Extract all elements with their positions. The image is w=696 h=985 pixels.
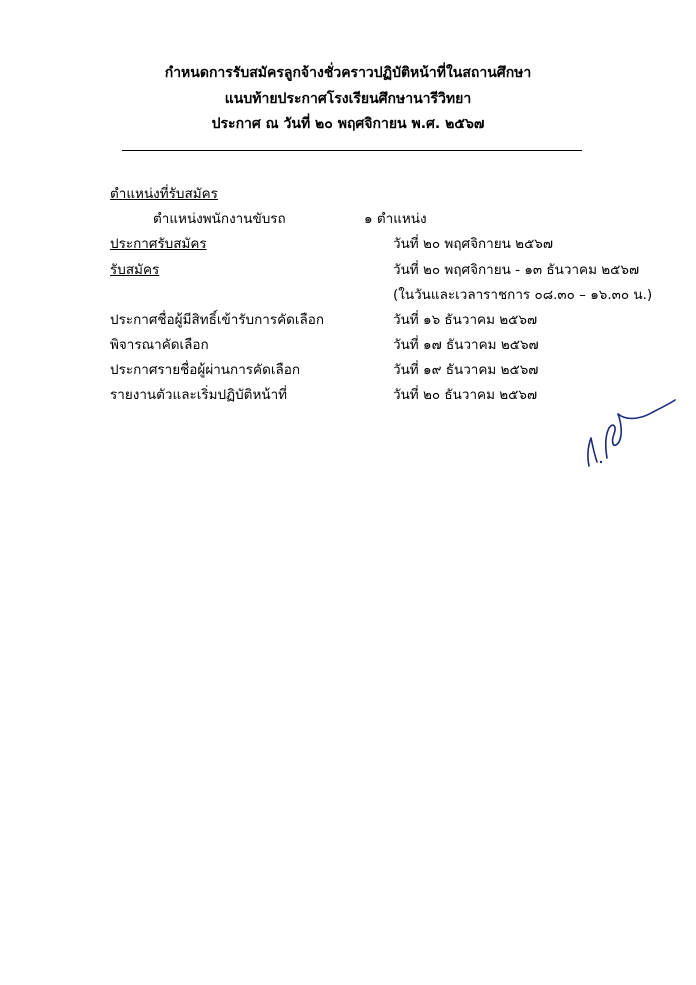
schedule-date: วันที่ ๒๐ พฤศจิกายน ๒๕๖๗ — [393, 236, 554, 252]
schedule-label: รายงานตัวและเริ่มปฏิบัติหน้าที่ — [110, 387, 288, 403]
position-name: ตำแหน่งพนักงานขับรถ — [153, 211, 286, 227]
schedule-date: วันที่ ๑๙ ธันวาคม ๒๕๖๗ — [393, 362, 539, 378]
schedule-date: วันที่ ๒๐ ธันวาคม ๒๕๖๗ — [393, 387, 538, 403]
document-title-line-3: ประกาศ ณ วันที่ ๒๐ พฤศจิกายน พ.ศ. ๒๕๖๗ — [211, 116, 485, 132]
document-title-line-1: กำหนดการรับสมัครลูกจ้างชั่วคราวปฏิบัติหน้าที่ในสถานศึกษา — [164, 65, 532, 81]
schedule-label: ประกาศชื่อผู้มีสิทธิ์เข้ารับการคัดเลือก — [110, 312, 325, 328]
schedule-label: ประกาศรับสมัคร — [110, 236, 207, 252]
position-heading: ตำแหน่งที่รับสมัคร — [110, 186, 218, 202]
position-count: ๑ ตำแหน่ง — [364, 211, 427, 227]
schedule-label: พิจารณาคัดเลือก — [110, 337, 209, 353]
document-title-line-2: แนบท้ายประกาศโรงเรียนศึกษานารีวิทยา — [224, 91, 472, 107]
schedule-date: วันที่ ๒๐ พฤศจิกายน - ๑๓ ธันวาคม ๒๕๖๗ — [393, 262, 640, 278]
schedule-label: รับสมัคร — [110, 262, 160, 278]
schedule-date: วันที่ ๑๖ ธันวาคม ๒๕๖๗ — [393, 312, 538, 328]
handwritten-signature-icon — [583, 396, 678, 471]
schedule-date: วันที่ ๑๗ ธันวาคม ๒๕๖๗ — [393, 337, 539, 353]
schedule-label: ประกาศรายชื่อผู้ผ่านการคัดเลือก — [110, 362, 301, 378]
schedule-note: (ในวันและเวลาราชการ ๐๘.๓๐ – ๑๖.๓๐ น.) — [393, 287, 653, 303]
header-divider — [122, 150, 582, 151]
